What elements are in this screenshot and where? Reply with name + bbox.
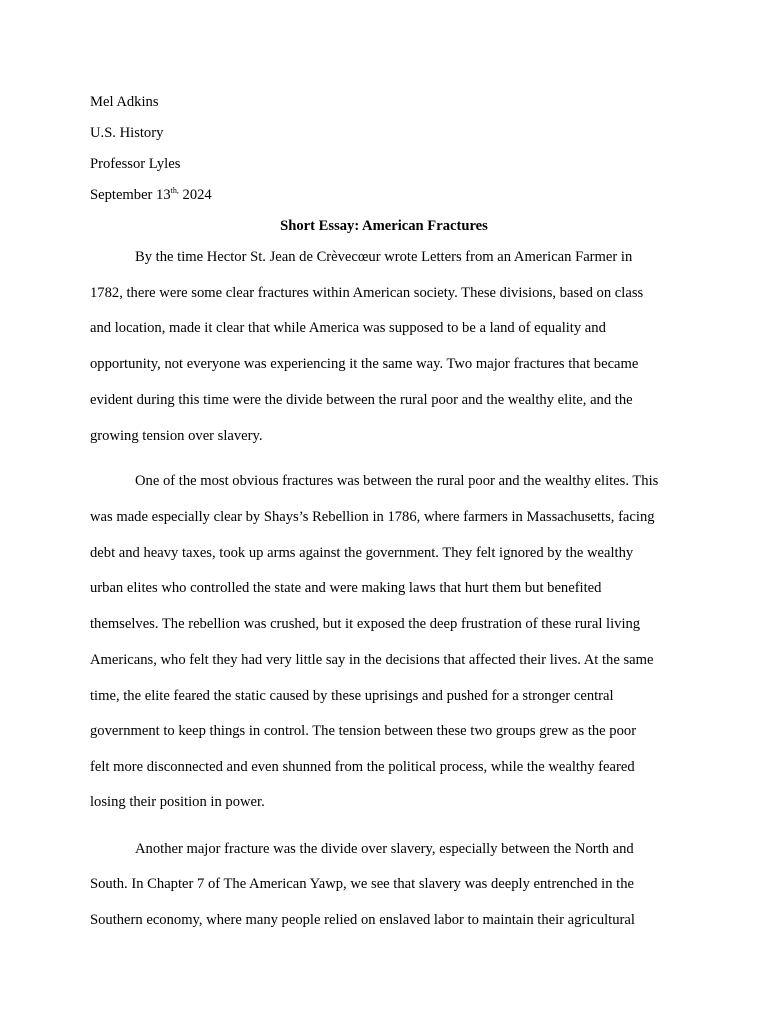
paragraph-line: and location, made it clear that while America was supposed to be a land of equality and: [90, 320, 606, 336]
paragraph-line: Another major fracture was the divide over slavery, especially between the North and: [135, 841, 634, 857]
paragraph-line: One of the most obvious fractures was between the rural poor and the wealthy elites. This: [135, 473, 659, 489]
date-ordinal-suffix: th,: [170, 186, 179, 195]
paragraph-line: 1782, there were some clear fractures within American society. These divisions, based on class: [90, 285, 644, 301]
paragraph-line: felt more disconnected and even shunned from the political process, while the wealthy feared: [90, 759, 635, 775]
paragraph-line: government to keep things in control. The tension between these two groups grew as the poor: [90, 723, 637, 739]
paragraph-line: time, the elite feared the static caused by these uprisings and pushed for a stronger central: [90, 688, 614, 704]
author-name: Mel Adkins: [90, 94, 159, 110]
date-month-day: September 13: [90, 187, 171, 203]
paragraph-line: losing their position in power.: [90, 794, 265, 810]
paragraph-line: urban elites who controlled the state and were making laws that hurt them but benefited: [90, 580, 602, 596]
paragraph-line: growing tension over slavery.: [90, 428, 263, 444]
paragraph-line: South. In Chapter 7 of The American Yawp, we see that slavery was deeply entrenched in the: [90, 876, 635, 892]
paragraph-line: Americans, who felt they had very little say in the decisions that affected their lives. At the same: [90, 652, 654, 668]
paragraph-line: was made especially clear by Shays’s Rebellion in 1786, where farmers in Massachusetts, facing: [90, 509, 655, 525]
professor-name: Professor Lyles: [90, 156, 181, 172]
paragraph-line: By the time Hector St. Jean de Crèvecœur wrote Letters from an American Farmer in: [135, 249, 633, 265]
date-year: 2024: [178, 187, 212, 203]
essay-title: Short Essay: American Fractures: [280, 218, 488, 234]
paragraph-line: evident during this time were the divide between the rural poor and the wealthy elite, and the: [90, 392, 633, 408]
paragraph-line: debt and heavy taxes, took up arms against the government. They felt ignored by the wealthy: [90, 545, 634, 561]
paragraph-line: themselves. The rebellion was crushed, but it exposed the deep frustration of these rural living: [90, 616, 641, 632]
paragraph-line: opportunity, not everyone was experiencing it the same way. Two major fractures that became: [90, 356, 639, 372]
paragraph-line: Southern economy, where many people relied on enslaved labor to maintain their agricultural: [90, 912, 635, 928]
essay-date: [90, 186, 212, 204]
course-name: U.S. History: [90, 125, 164, 141]
